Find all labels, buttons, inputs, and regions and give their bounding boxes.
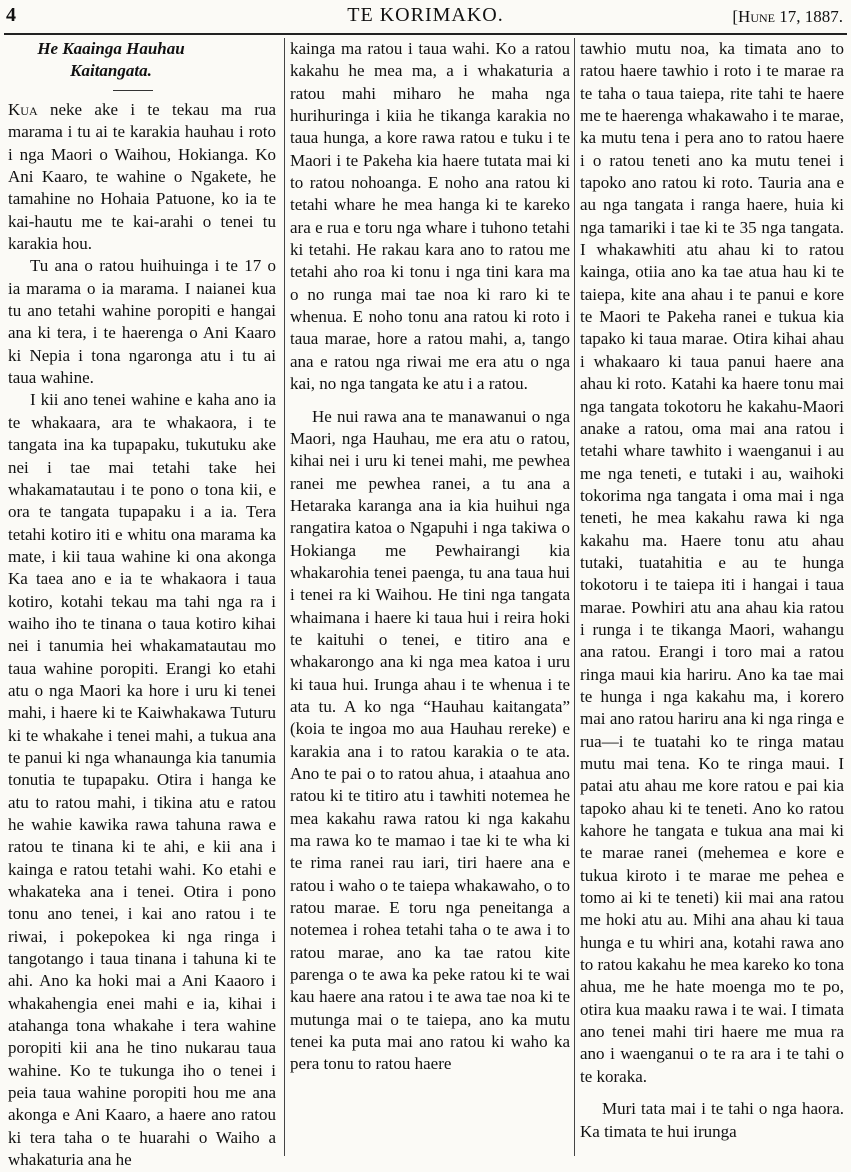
paragraph: Muri tata mai i te tahi o nga haora. Ka timata te hui irunga [580, 1099, 844, 1141]
masthead-rule [4, 33, 847, 35]
page-number: 4 [6, 4, 16, 26]
article-column-3 [580, 38, 844, 1156]
heading-rule [113, 90, 153, 91]
paragraph: He nui rawa ana te manawanui o nga Maori, nga Hauhau, me era atu o ratou, kihai nei i uru ki tenei mahi, me pewhea ranei me pewhea ranei, a tu ana a Hetaraka karanga ana ia kia huihui nga rangatira katoa o Ngapuhi i nga takiwa o Hokianga me Pewhairangi kia whakarohia tenei paenga, tu ana taua hui i tenei ra ki Waihou. He tini nga tangata whaimana i haere ki taua hui i reira hoki te kaituhi o tenei, e titiro ana e whakarongo ana ki nga mea katoa i uru ki taua hui. Irunga ahau i te whenua i te ata tu. A ko nga “Hauhau kaitangata” (koia te ingoa mo aua Hauhau rereke) e karakia ana i to ratou karakia o te ata. Ano te pai o to ratou ahua, i ataahua ano ratou ki te titiro atu i tawhiti notemea he mea kakahu rawa ratou ki nga kakahu ma rawa ko te mamao i tae ki te wha ki te rima ranei rau iari, tiri haere ana e ratou i waho o te taiepa whakawaho, o to ratou marae. E toru nga peneitanga a notemea i rohea tetahi taha o te awa i to ratou marae, ano ka tae ratou kite parenga o te awa ka peke ratou ki te wai kau haere ana ratou i te awa tae noa ki te mutunga mai o te taiepa, ano ka mutu tenei ka puta mai ano ratou ki waho ka pera tonu to ratou haere [290, 406, 570, 1074]
article-column-2 [290, 38, 570, 1156]
lead-word: Kua [8, 100, 38, 119]
paragraph-gap [580, 1088, 844, 1098]
paper-title: TE KORIMAKO. [347, 4, 504, 26]
column-divider [574, 38, 575, 1156]
column-divider [284, 38, 285, 1156]
article-heading: He Kaainga Hauhau Kaitangata. [37, 39, 185, 80]
paragraph: kainga ma ratou i taua wahi. Ko a ratou kakahu he mea ma, a i whakaturia a ratou mahi miharo he maha nga hurihuringa i kiia he tikanga karakia no taua hunga, a kore rawa ratou e tuku i te Maori i te Pakeha kia haere tutata mai ki to ratou nohoanga. E noho ana ratou ki tetahi whare he mea hanga ki te kareko ara e rua e toru nga whare i tuhono tetahi ki tetahi. He rakau kara ano to ratou me tetahi aho roa ki tonu i nga tini kara ma o no runga mai tae noa ki raro ki te whenua. E noho tonu ana ratou ki roto i taua marae, hore a ratou mahi, a, tango ana e ratou nga riwai me era atu o nga kai, no nga tangata ke atu i a ratou. [290, 39, 570, 394]
paragraph: Tu ana o ratou huihuinga i te 17 o ia marama o ia marama. I naianei kua tu ano tetahi wahine poropiti e hangai ana ki tera, i te haerenga o Ani Kaaro ki Nepia i tona ngaronga atu i tu ai taua wahine. [8, 256, 276, 388]
paragraph: tawhio mutu noa, ka timata ano to ratou haere tawhio i roto i te marae ra te taha o taua taiepa, rite tahi te haere me te haerenga whakawaho i te marae, ka mutu tena i pera ano to ratou haere i o ratou teneti ano ka mutu tenei i tapoko ano ratou ki roto. Tauria ana e au nga tangata i ranga haere, huia ki nga tamariki i tae ki te 35 nga tangata. I whakawhiti atu ahau ki to ratou kainga, otiia ano ka tae atua hau ki te taiepa, kite ana ahau i te panui e kore te Maori te Pakeha ranei e tukua kia tapako ki taua marae. Otira kihai ahau i whakaaro ki taua panui haere ana ahau ki roto. Katahi ka haere tonu mai nga tangata tokotoru he kakahu-Maori anake a ratou, oma mai ana ratou i tetahi whare tawhito i waenganui i au me nga teneti, e tutaki i au, waihoki tokorima nga tangata i oma mai i nga teneti, he mea kakahu rawa ki nga kakahu ma. Haere tonu atu ahau tutaki, tuatahitia e au te hunga tokotoru i te taiepa iti i hangai i taua marae. Powhiri atu ana ahau kia ratou i runga i te tikanga Maori, wahangu ana ratou. Erangi i toro mai a ratou ringa maui kia hariru. Ano ka tae mai te hunga i nga kakahu ma, i korero mai ano ratou hariru ana ki nga ringa e rua—i te tuatahi ko te ringa matau mutu mai tena. Ko te ringa maui. I patai atu ahau me kore ratou e pai kia tapoko ahau ki te teneti. Ano ko ratou kahore he tangata e tukua ana mai ki te marae ranei (mehemea e kore e tukua kiroto i te marae me pehea e tomo ai ki te teneti) kii mai ana ratou me hoki atu au. Mihi ana ahau ki taua hunga e tu whiri ana, kotahi rawa ano to ratou kakahu he mea kareko ko tona ahua, me he hate moenga mo te po, otira kua maaku rawa i te wai. I timata ano tenei mahi tiri haere me mua ra ano i waenganui o te ra ara i te tahi o te koraka. [580, 39, 844, 1086]
masthead [0, 0, 851, 36]
paragraph: I kii ano tenei wahine e kaha ano ia te whakaara, ara te whakaora, i te tangata ina ka tupapaku, tukutuku ake nei i tae mai tetahi take hei whakamatautau i te pono o tona kii, e ora te tangata tupapaku i a ia. Tera tetahi kotiro iti e whitu ona marama ka mate, i kii taua wahine ki ona akonga Ka taea ano e ia te whakaora i taua kotiro, kotahi tekau ma tahi nga ra i waiho iho te tinana o taua kotiro kihai nei i tanumia hei whakamatautau mo taua wahine poropiti. Erangi ko etahi atu o nga Maori ka hore i uru ki tenei mahi, i haere ki te Kaiwhakawa Tuturu ki te whakahe i tenei mahi, a tukua ana te panui ki nga whanaunga kia tanumia tonutia te tupapaku. Otira i hanga ke atu to ratou mahi, i tikina atu e ratou he wahie kawika rawa tahuna rawa e ratou te tinana ki te ahi, e kii ana i kainga e ratou tetahi wahi. Ko etahi e whakateka ana i tenei. Otira i pono tonu ano tenei, i kai ano ratou i te riwai, i pokepokea ki nga ringa i tangotango i taua tinana i tahuna ki te ahi. Ano ka hoki mai a Ani Kaaoro i whakahengia enei mahi e ia, kihai i atahanga tona whakahe i tera wahine poropiti kii ana he tino nukarau taua wahine. Ko te tukunga iho o tenei i peia taua wahine poropiti hou me ana akonga e Ani Kaaro, a haere ano ratou ki tera taha o te huarahi o Waiho a whakaturia ana he [8, 390, 276, 1170]
paragraph-text: neke ake i te tekau ma rua marama i tu ai te karakia hauhau i roto i nga Maori o Waihou, Hokianga. Ko Ani Kaaro, te wahine o Ngakete, he tamahine no Hohaia Patuone, ko ia te kai-hautu me te kai-arahi o tenei tu karakia hou. [8, 100, 277, 254]
paragraph [8, 99, 276, 255]
issue-date: [Hune 17, 1887. [732, 7, 843, 26]
article-column-1 [8, 38, 277, 1170]
paragraph-gap [290, 396, 570, 406]
